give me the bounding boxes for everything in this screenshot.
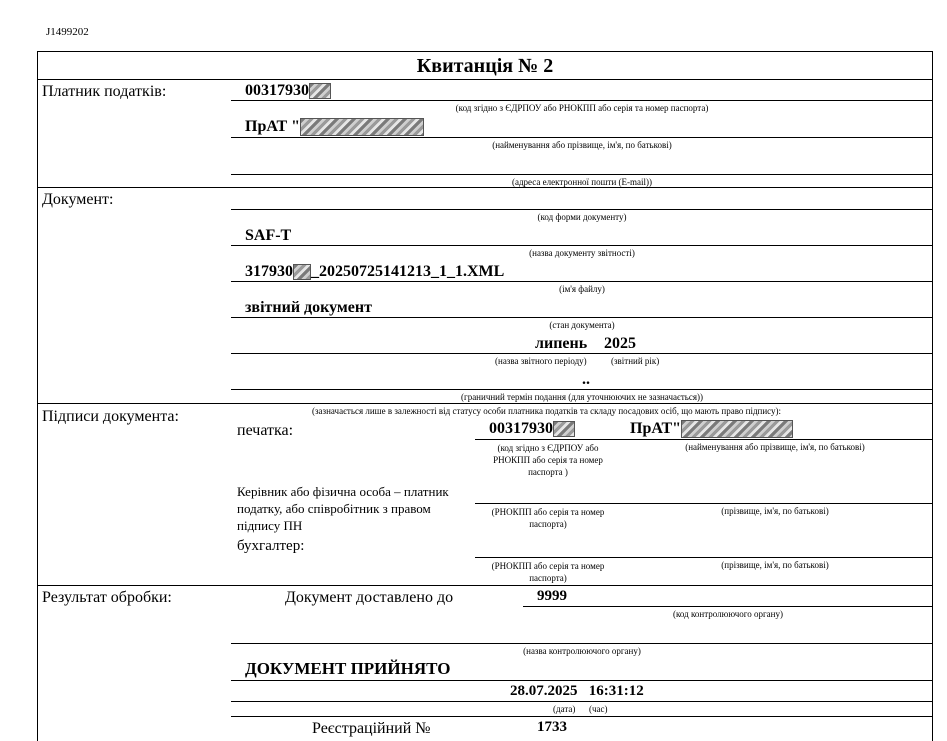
redacted-name xyxy=(300,118,424,136)
report-name-line xyxy=(231,245,933,246)
delivered-label: Документ доставлено до xyxy=(285,589,454,606)
accountant-fio-caption: (прізвище, ім'я, по батькові) xyxy=(721,560,829,570)
title-divider xyxy=(37,79,933,80)
payer-label: Платник податків: xyxy=(42,83,167,100)
redacted-seal-name xyxy=(681,420,793,438)
authority-code-caption: (код контролюючого органу) xyxy=(673,609,783,619)
deadline-line xyxy=(231,389,933,390)
deadline-value: .. xyxy=(582,371,590,388)
reg-label: Реєстраційний № xyxy=(312,720,431,737)
accountant-line xyxy=(475,557,933,558)
state-line xyxy=(231,317,933,318)
file-name-line xyxy=(231,281,933,282)
seal-line xyxy=(475,439,933,440)
reg-number: 1733 xyxy=(537,719,567,735)
authority-code-line xyxy=(523,606,933,607)
payer-name-caption: (найменування або прізвище, ім'я, по батькові) xyxy=(492,140,672,150)
seal-code: 00317930 xyxy=(489,420,575,438)
payer-email-caption: (адреса електронної пошти (E-mail)) xyxy=(511,177,653,187)
signatures-label: Підписи документа: xyxy=(42,408,179,425)
status-line xyxy=(231,680,933,681)
period-line xyxy=(231,353,933,354)
signatures-note: (зазначається лише в залежності від статусу особи платника податків та складу посадових осіб, що мають право підпису): xyxy=(312,406,782,416)
head-id-caption: (РНОКПП або серія та номер паспорта) xyxy=(491,507,605,529)
authority-name-caption: (назва контролюючого органу) xyxy=(523,646,641,656)
authority-code: 9999 xyxy=(537,588,567,604)
accountant-id-caption: (РНОКПП або серія та номер паспорта) xyxy=(491,561,605,583)
report-name-caption: (назва документу звітності) xyxy=(529,248,635,258)
payer-name-line xyxy=(231,137,933,138)
form-code-line xyxy=(231,209,933,210)
period-caption: (назва звітного періоду) xyxy=(495,356,587,366)
report-year: 2025 xyxy=(604,335,636,352)
receipt-title: Квитанція № 2 xyxy=(416,55,554,77)
section-divider-3 xyxy=(37,585,933,586)
section-divider-1 xyxy=(37,187,933,188)
payer-code-line xyxy=(231,100,933,101)
deadline-caption: (граничний термін подання (для уточнюючих не зазначається)) xyxy=(461,392,703,402)
report-name: SAF-T xyxy=(245,227,292,244)
redacted-file xyxy=(293,264,311,280)
seal-name: ПрАТ" xyxy=(630,420,793,438)
document-label: Документ: xyxy=(42,191,114,208)
seal-name-caption: (найменування або прізвище, ім'я, по батькові) xyxy=(685,442,865,452)
form-code-caption: (код форми документу) xyxy=(537,212,627,222)
result-status: ДОКУМЕНТ ПРИЙНЯТО xyxy=(245,659,451,678)
year-caption: (звітний рік) xyxy=(611,356,660,366)
result-label: Результат обробки: xyxy=(42,589,172,606)
payer-code-caption: (код згідно з ЄДРПОУ або РНОКПП або серія та номер паспорта) xyxy=(455,103,709,113)
date-caption: (дата) xyxy=(553,704,576,714)
datetime-line xyxy=(231,701,933,702)
head-label: Керівник або фізична особа – платник податку, або співробітник з правом підпису ПН xyxy=(237,484,449,533)
time-caption: (час) xyxy=(589,704,608,714)
section-divider-2 xyxy=(37,403,933,404)
state-caption: (стан документа) xyxy=(549,320,615,330)
accountant-label: бухгалтер: xyxy=(237,538,305,554)
frame-left xyxy=(37,51,38,741)
payer-email-line xyxy=(231,174,933,175)
authority-name-line xyxy=(231,643,933,644)
redacted-code xyxy=(309,83,331,99)
seal-label: печатка: xyxy=(237,422,294,439)
file-name-caption: (ім'я файлу) xyxy=(559,284,605,294)
payer-name: ПрАТ " xyxy=(245,118,424,136)
payer-code: 00317930 xyxy=(245,82,331,100)
frame-top xyxy=(37,51,933,52)
reg-top-line xyxy=(231,716,933,717)
seal-code-caption: (код згідно з ЄДРПОУ або РНОКПП або серія та номер паспорта ) xyxy=(493,443,603,477)
result-datetime: 28.07.2025 16:31:12 xyxy=(510,683,644,699)
document-state: звітний документ xyxy=(245,299,372,316)
redacted-seal-code xyxy=(553,421,575,437)
report-period: липень xyxy=(535,335,588,352)
head-line xyxy=(475,503,933,504)
document-code: J1499202 xyxy=(46,26,89,38)
head-fio-caption: (прізвище, ім'я, по батькові) xyxy=(721,506,829,516)
file-name: 317930 _20250725141213_1_1.XML xyxy=(245,263,505,280)
